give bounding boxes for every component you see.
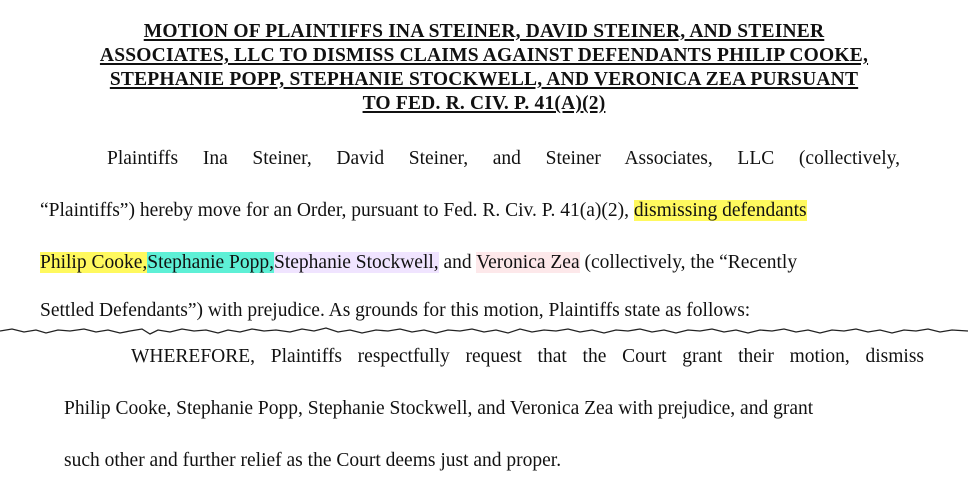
highlight-dismissing-defendants: dismissing defendants — [633, 200, 807, 221]
torn-edge-divider — [0, 318, 968, 342]
para2-line-3 — [64, 450, 924, 472]
highlight-philip-cooke: Philip Cooke, — [40, 252, 148, 273]
para2-line-2-text: Philip Cooke, Stephanie Popp, Stephanie Stockwell, and Veronica Zea with prejudice, and grant — [64, 398, 814, 419]
para1-line-4-text: Settled Defendants”) with prejudice. As grounds for this motion, Plaintiffs state as follows: — [40, 300, 751, 321]
para2-line-1 — [131, 346, 924, 368]
title-line-3: STEPHANIE POPP, STEPHANIE STOCKWELL, AND VERONICA ZEA PURSUANT — [109, 69, 859, 90]
wherefore-paragraph — [64, 346, 924, 476]
para1-line-1-text: Plaintiffs Ina Steiner, David Steiner, and Steiner Associates, LLC (collectively, — [107, 148, 900, 169]
highlight-stephanie-stockwell: Stephanie Stockwell, — [274, 252, 439, 273]
para1-line-3 — [40, 252, 900, 274]
highlight-stephanie-popp: Stephanie Popp, — [147, 252, 275, 273]
title-line-1: MOTION OF PLAINTIFFS INA STEINER, DAVID STEINER, AND STEINER — [143, 21, 825, 42]
para2-line-1-text: WHEREFORE, Plaintiffs respectfully request that the Court grant their motion, dismiss — [131, 346, 924, 367]
para1-line-3-end: (collectively, the “Recently — [579, 252, 798, 273]
para1-line-2 — [40, 200, 900, 222]
para1-line-3-and: and — [438, 252, 477, 273]
highlight-veronica-zea: Veronica Zea — [476, 252, 580, 273]
para2-line-3-text: such other and further relief as the Court deems just and proper. — [64, 450, 562, 471]
para1-line-1 — [107, 148, 900, 170]
title-line-4: TO FED. R. CIV. P. 41(A)(2) — [362, 93, 606, 114]
para2-line-2 — [64, 398, 924, 420]
document-title — [20, 20, 948, 116]
title-line-2: ASSOCIATES, LLC TO DISMISS CLAIMS AGAINST DEFENDANTS PHILIP COOKE, — [99, 45, 869, 66]
motion-paragraph — [40, 148, 900, 321]
para1-line-2-text: “Plaintiffs”) hereby move for an Order, pursuant to Fed. R. Civ. P. 41(a)(2), — [40, 200, 634, 221]
